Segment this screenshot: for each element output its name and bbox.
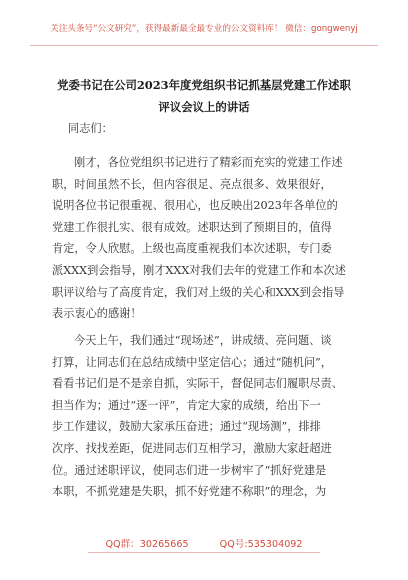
- paragraph-line: 派XXX到会指导，刚才XXX对我们去年的党建工作和本次述: [52, 263, 346, 277]
- paragraph-line: 职评议给与了高度肯定，我们对上级的关心和XXX到会指导: [52, 285, 345, 299]
- header-divider: [30, 45, 378, 46]
- header-banner: 关注头条号“公文研究”，获得最新最全最专业的公文资料库！ 微信：gongwenyj: [50, 24, 358, 34]
- qq-group-number: QQ群：30265665: [105, 539, 189, 550]
- footer-divider: [88, 552, 320, 553]
- paragraph-2: [52, 330, 362, 503]
- title-line-1: 党委书记在公司2023年度党组织书记抓基层党建工作述职: [57, 78, 351, 92]
- paragraph-line: 说明各位书记很重视、很用心，也反映出2023年各单位的: [52, 199, 338, 213]
- paragraph-line: 担当作为；通过“逐一评”，肯定大家的成绩，给出下一: [52, 398, 321, 412]
- paragraph-line: 位。通过述职评议，使同志们进一步树牢了“抓好党建是: [52, 463, 327, 477]
- paragraph-line: 表示衷心的感谢！: [52, 307, 142, 321]
- paragraph-line: 今天上午，我们通过“现场述”，讲成绩、亮问题、谈: [74, 334, 332, 347]
- document-title: [30, 74, 378, 118]
- paragraph-line: 肯定，令人欣慰。上级也高度重视我们本次述职，专门委: [52, 242, 332, 256]
- paragraph-line: 看看书记们是不是亲自抓，实际干，督促同志们履职尽责、: [52, 377, 343, 391]
- paragraph-line: 打算，让同志们在总结成绩中坚定信心；通过“随机问”，: [52, 355, 332, 369]
- paragraph-1: [52, 152, 362, 325]
- footer-contact: [0, 536, 408, 550]
- paragraph-line: 职，时间虽然不长，但内容很足、亮点很多、效果很好，: [52, 177, 332, 191]
- paragraph-line: 刚才，各位党组织书记进行了精彩而充实的党建工作述: [74, 156, 343, 169]
- paragraph-line: 党建工作很扎实、很有成效。述职达到了预期目的，值得: [52, 220, 332, 234]
- paragraph-line: 本职，不抓党建是失职，抓不好党建不称职”的理念，为: [52, 485, 327, 499]
- title-line-2: 评议会议上的讲话: [158, 100, 250, 114]
- salutation: 同志们：: [68, 122, 113, 135]
- paragraph-line: 步工作建议，鼓励大家承压奋进；通过“现场测”，排排: [52, 420, 321, 434]
- qq-number: QQ号:535304092: [219, 539, 303, 550]
- paragraph-line: 次序、找找差距，促进同志们互相学习，激励大家赶超进: [52, 441, 332, 455]
